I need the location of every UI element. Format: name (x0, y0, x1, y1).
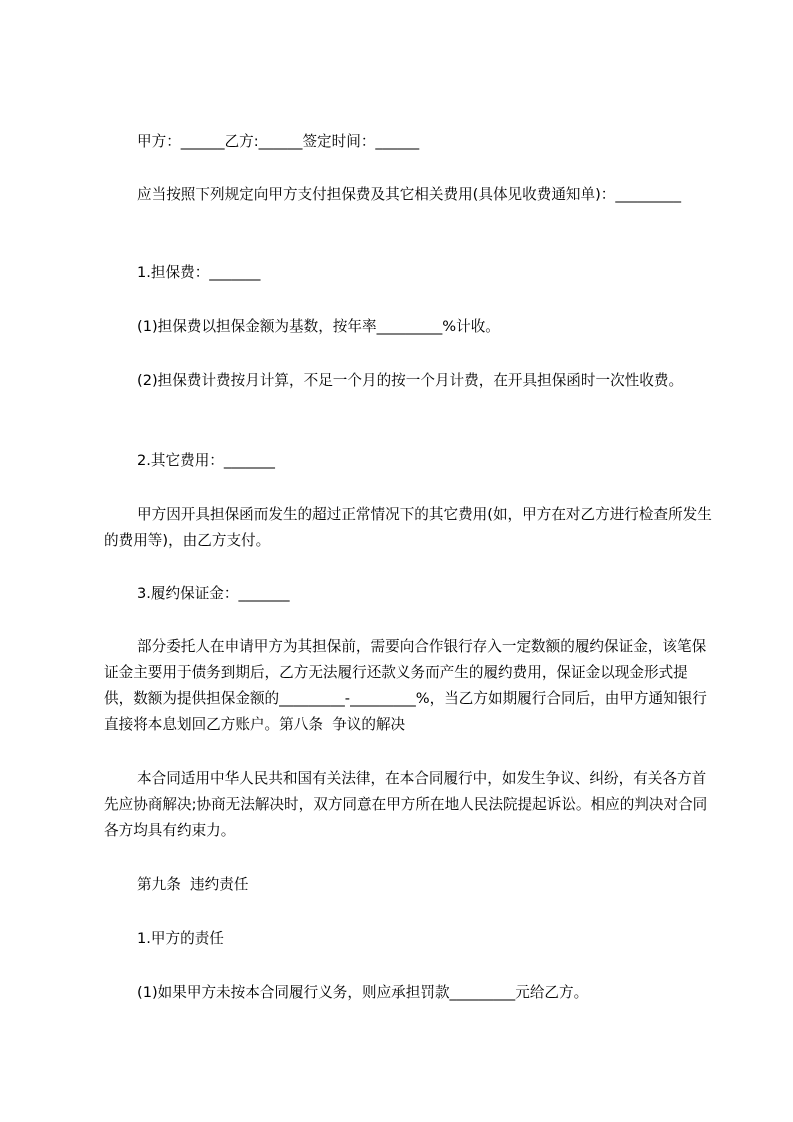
party-a-liability-heading: 1.甲方的责任 (137, 930, 224, 947)
performance-deposit-clause: 部分委托人在申请甲方为其担保前，需要向合作银行存入一定数额的履约保证金，该笔保证金主要用于债务到期后，乙方无法履行还款义务而产生的履约费用，保证金以现金形式提供，数额为提供担保金额的_________-_________%，当乙方如期履行合同后，由甲方通知银行直接将本息划回乙方账户。第八条 争议的解决 (104, 638, 707, 733)
other-fees-clause: 甲方因开具担保函而发生的超过正常情况下的其它费用(如，甲方在对乙方进行检查所发生的费用等)，由乙方支付。 (104, 506, 712, 549)
dispute-resolution-clause: 本合同适用中华人民共和国有关法律，在本合同履行中，如发生争议、纠纷，有关各方首先应协商解决;协商无法解决时，双方同意在甲方所在地人民法院提起诉讼。相应的判决对合同各方均具有约束力。 (104, 770, 708, 839)
performance-deposit-heading: 3.履约保证金：_______ (137, 585, 290, 602)
article-nine-heading: 第九条 违约责任 (137, 876, 249, 893)
party-a-liability-item-1: (1)如果甲方未按本合同履行义务，则应承担罚款_________元给乙方。 (137, 984, 589, 1001)
guarantee-fee-heading: 1.担保费：_______ (137, 264, 261, 281)
guarantee-fee-item-2: (2)担保费计费按月计算，不足一个月的按一个月计费，在开具担保函时一次性收费。 (137, 372, 684, 389)
fee-payment-clause: 应当按照下列规定向甲方支付担保费及其它相关费用(具体见收费通知单)：_________ (137, 186, 682, 203)
guarantee-fee-item-1: (1)担保费以担保金额为基数，按年率_________%计收。 (137, 318, 500, 335)
other-fees-heading: 2.其它费用：_______ (137, 452, 275, 469)
parties-line: 甲方：______乙方:______签定时间：______ (137, 133, 420, 150)
